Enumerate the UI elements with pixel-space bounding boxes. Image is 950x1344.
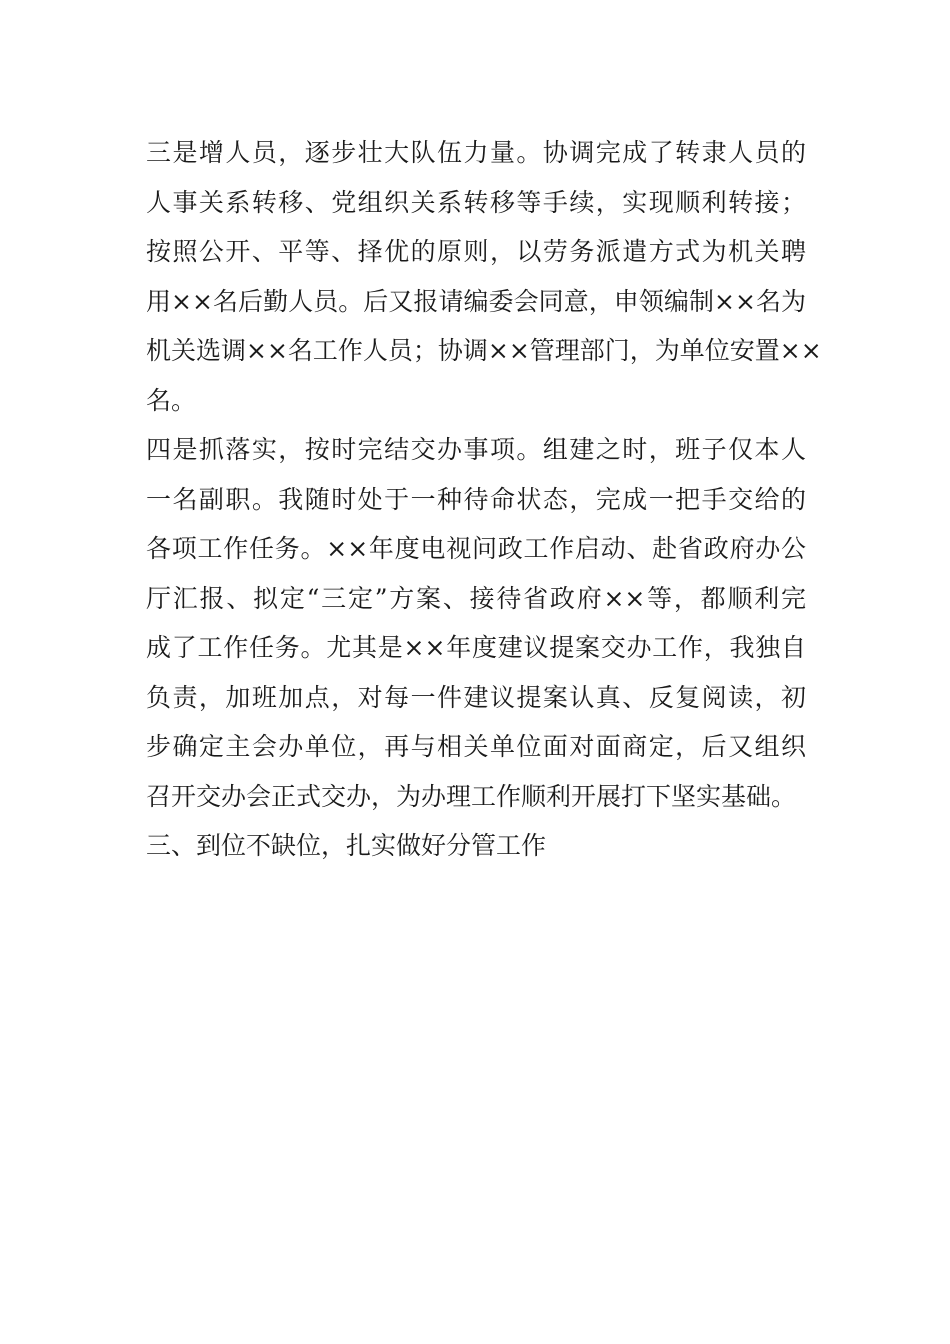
text-line: 四是抓落实，按时完结交办事项。组建之时，班子仅本人	[146, 435, 806, 464]
text-line: 一名副职。我随时处于一种待命状态，完成一把手交给的	[146, 484, 806, 514]
paragraph-staffing	[146, 128, 822, 425]
paragraph-implementation	[146, 425, 806, 821]
text-line: 用××名后勤人员。后又报请编委会同意，申领编制××名为	[146, 286, 806, 316]
document-body	[146, 128, 822, 871]
section-heading-text: 三、到位不缺位，扎实做好分管工作	[146, 831, 547, 860]
text-line: 步确定主会办单位，再与相关单位面对面商定，后又组织	[146, 732, 806, 761]
text-line: 机关选调××名工作人员；协调××管理部门，为单位安置××	[146, 336, 822, 365]
text-line: 按照公开、平等、择优的原则，以劳务派遣方式为机关聘	[146, 237, 806, 266]
text-line: 召开交办会正式交办，为办理工作顺利开展打下坚实基础。	[146, 781, 797, 811]
section-heading	[146, 821, 806, 871]
text-line: 负责，加班加点，对每一件建议提案认真、反复阅读，初	[146, 682, 806, 712]
text-line: 名。	[146, 385, 197, 415]
text-line: 人事关系转移、党组织关系转移等手续，实现顺利转接；	[146, 187, 806, 217]
text-line: 三是增人员，逐步壮大队伍力量。协调完成了转隶人员的	[146, 138, 806, 167]
text-line: 各项工作任务。××年度电视问政工作启动、赴省政府办公	[146, 534, 806, 563]
text-line: 厅汇报、拟定“三定”方案、接待省政府××等，都顺利完	[146, 583, 806, 613]
text-line: 成了工作任务。尤其是××年度建议提案交办工作，我独自	[146, 633, 806, 662]
